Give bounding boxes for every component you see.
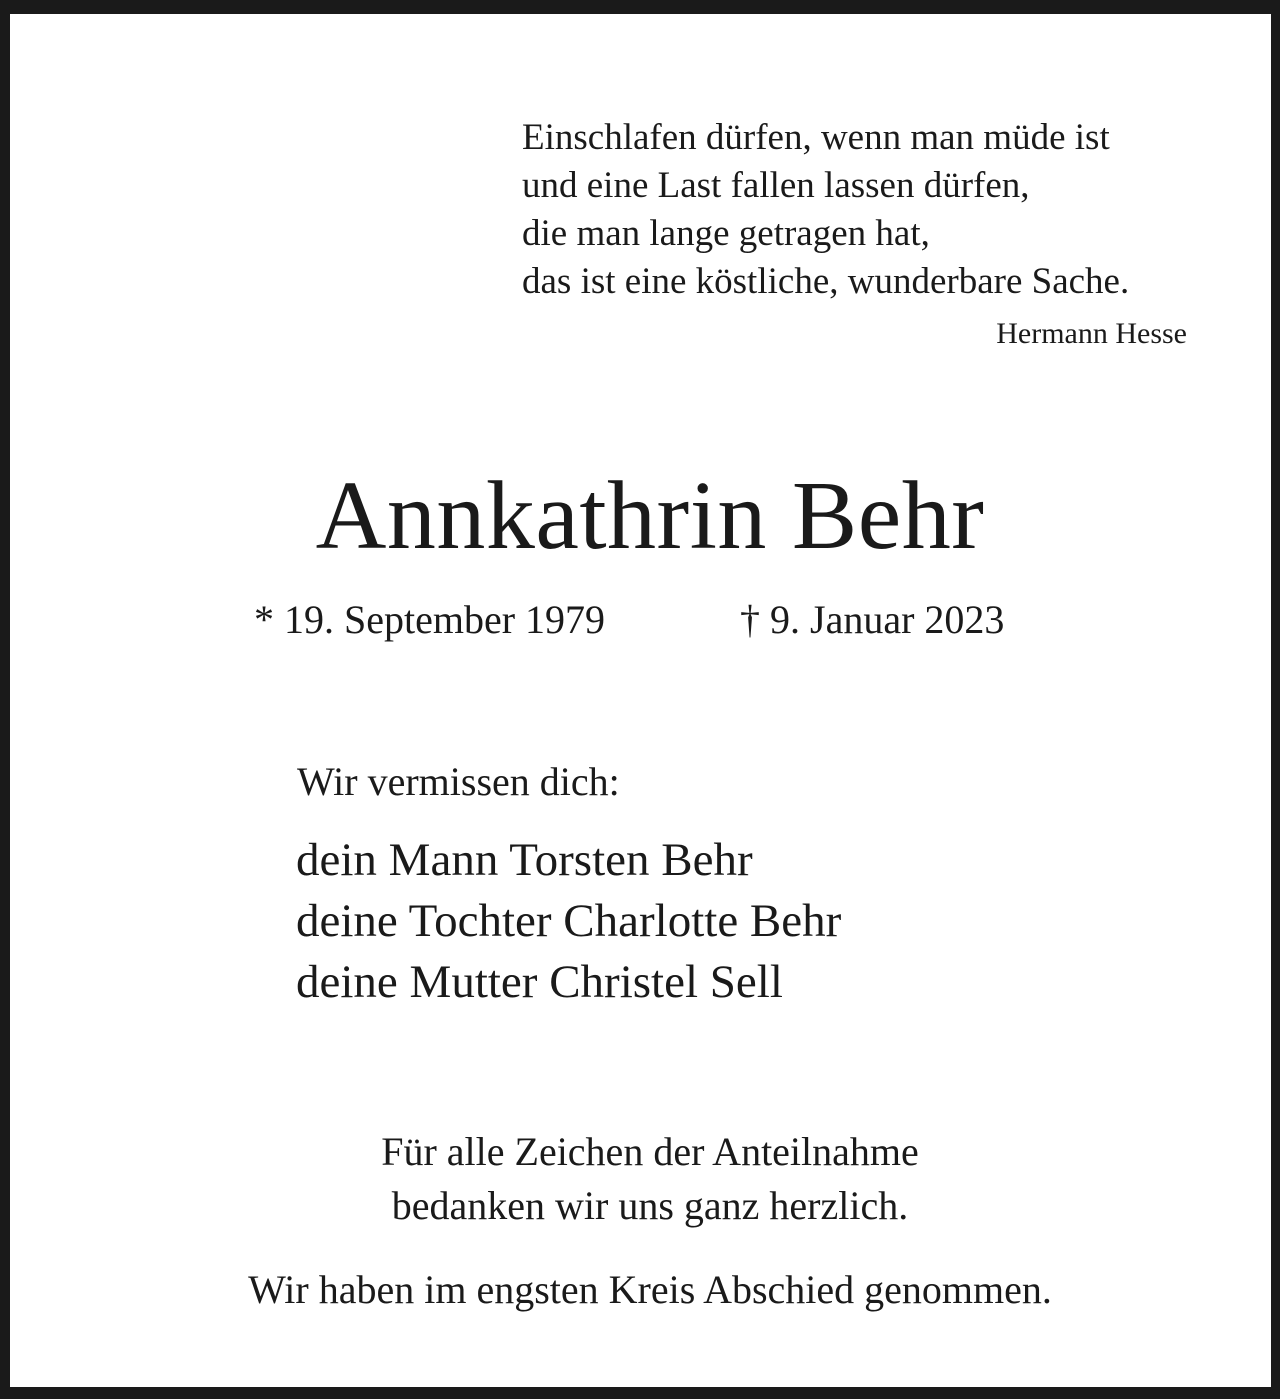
mourner-line: deine Mutter Christel Sell [296, 956, 783, 1008]
birth-date: * 19. September 1979 [254, 597, 606, 642]
poem-line: das ist eine köstliche, wunderbare Sache. [522, 261, 1130, 302]
poem-author: Hermann Hesse [996, 317, 1187, 350]
deceased-name: Annkathrin Behr [315, 462, 985, 570]
poem-quote [522, 114, 1222, 306]
farewell-note: Wir haben im engsten Kreis Abschied genommen. [248, 1267, 1052, 1312]
thanks-line: Für alle Zeichen der Anteilnahme [381, 1129, 919, 1174]
mourners-list [296, 830, 841, 1013]
mourner-line: dein Mann Torsten Behr [296, 834, 753, 886]
thanks-line: bedanken wir uns ganz herzlich. [391, 1183, 909, 1228]
mourners-intro: Wir vermissen dich: [297, 759, 620, 804]
poem-line: die man lange getragen hat, [522, 213, 930, 254]
death-date: † 9. Januar 2023 [740, 597, 1005, 642]
mourner-line: deine Tochter Charlotte Behr [296, 895, 842, 947]
thanks-message [10, 1125, 1280, 1233]
poem-line: Einschlafen dürfen, wenn man müde ist [522, 117, 1110, 158]
poem-line: und eine Last fallen lassen dürfen, [522, 165, 1030, 206]
